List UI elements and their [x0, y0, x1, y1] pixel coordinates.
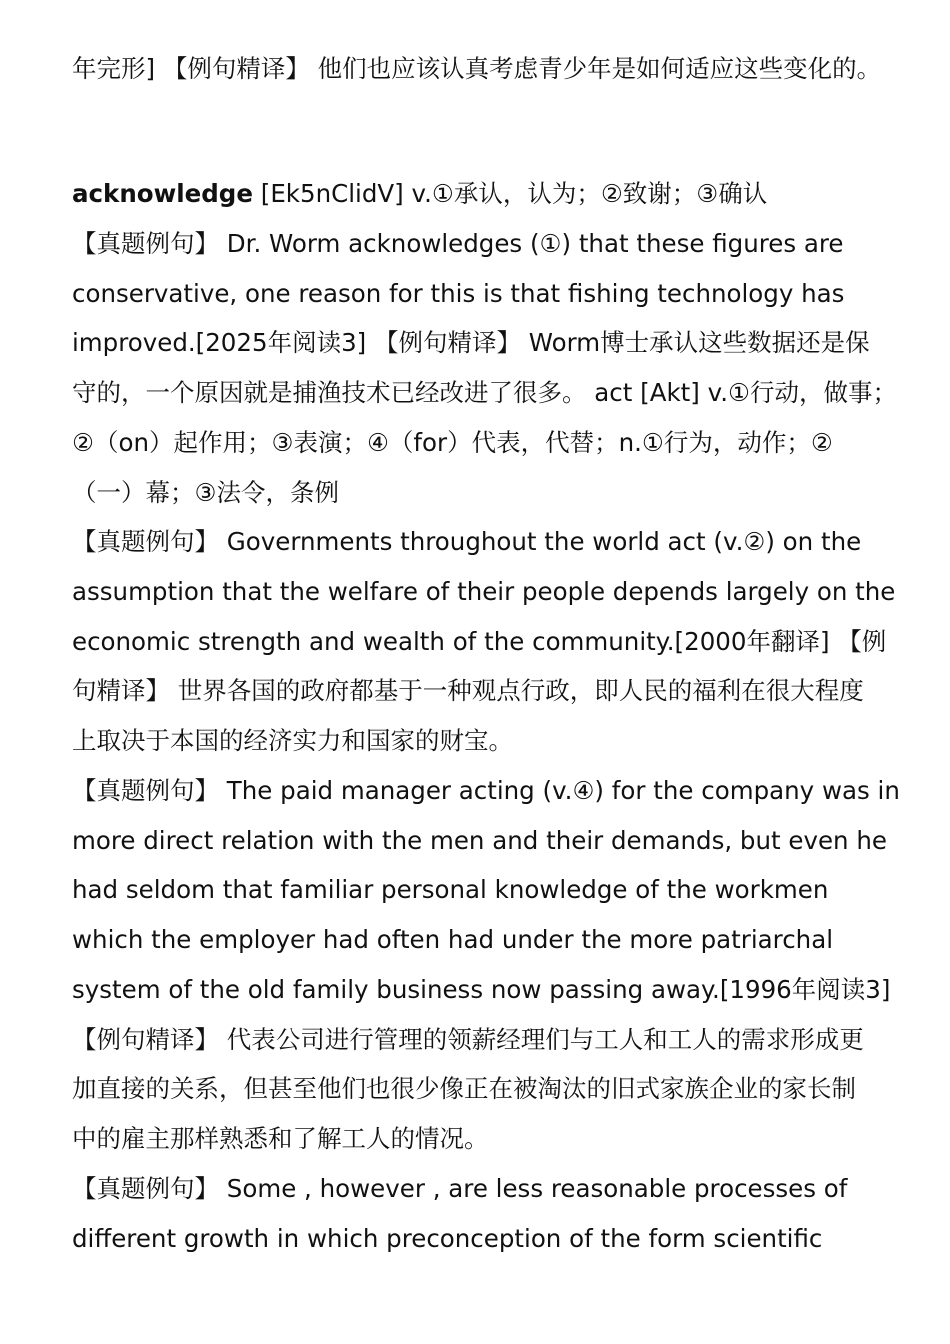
text-line: 守的，一个原因就是捕渔技术已经改进了很多。 act [Akt] v.①行动，做事； [72, 378, 897, 407]
text-line: conservative, one reason for this is that fishing technology has [72, 279, 845, 308]
headword: acknowledge [72, 179, 253, 208]
text-line: different growth in which preconception of the form scientific [72, 1224, 823, 1253]
text-line: （一）幕；③法令，条例 [72, 478, 339, 507]
entry-acknowledge [72, 179, 767, 209]
text-line: system of the old family business now passing away.[1996年阅读3] [72, 975, 891, 1004]
text-line: 【真题例句】 Governments throughout the world act (v.②) on the [72, 527, 862, 556]
text-line: 【例句精译】 代表公司进行管理的领薪经理们与工人和工人的需求形成更 [72, 1025, 864, 1054]
text-line: more direct relation with the men and their demands, but even he [72, 826, 887, 855]
text-line: 上取决于本国的经济实力和国家的财宝。 [72, 726, 513, 755]
text-line: ②（on）起作用；③表演；④（for）代表，代替；n.①行为，动作；② [72, 428, 833, 457]
text-line: 【真题例句】 Some , however , are less reasonable processes of [72, 1174, 848, 1203]
text-line: 【真题例句】 The paid manager acting (v.④) for the company was in [72, 776, 900, 805]
entry-definition: [Ek5nClidV] v.①承认，认为；②致谢；③确认 [260, 179, 768, 208]
text-line: which the employer had often had under the more patriarchal [72, 925, 834, 954]
text-line: had seldom that familiar personal knowledge of the workmen [72, 875, 829, 904]
text-line: 加直接的关系，但甚至他们也很少像正在被淘汰的旧式家族企业的家长制 [72, 1074, 856, 1103]
text-line: 句精译】 世界各国的政府都基于一种观点行政，即人民的福利在很大程度 [72, 676, 864, 705]
text-line: 【真题例句】 Dr. Worm acknowledges (①) that these figures are [72, 229, 844, 258]
text-line: economic strength and wealth of the community.[2000年翻译] 【例 [72, 627, 887, 656]
text-line: 中的雇主那样熟悉和了解工人的情况。 [72, 1124, 489, 1153]
text-line: improved.[2025年阅读3] 【例句精译】 Worm博士承认这些数据还是保 [72, 328, 870, 357]
text-line: assumption that the welfare of their people depends largely on the [72, 577, 896, 606]
text-line: 年完形] 【例句精译】 他们也应该认真考虑青少年是如何适应这些变化的。 [72, 54, 882, 83]
